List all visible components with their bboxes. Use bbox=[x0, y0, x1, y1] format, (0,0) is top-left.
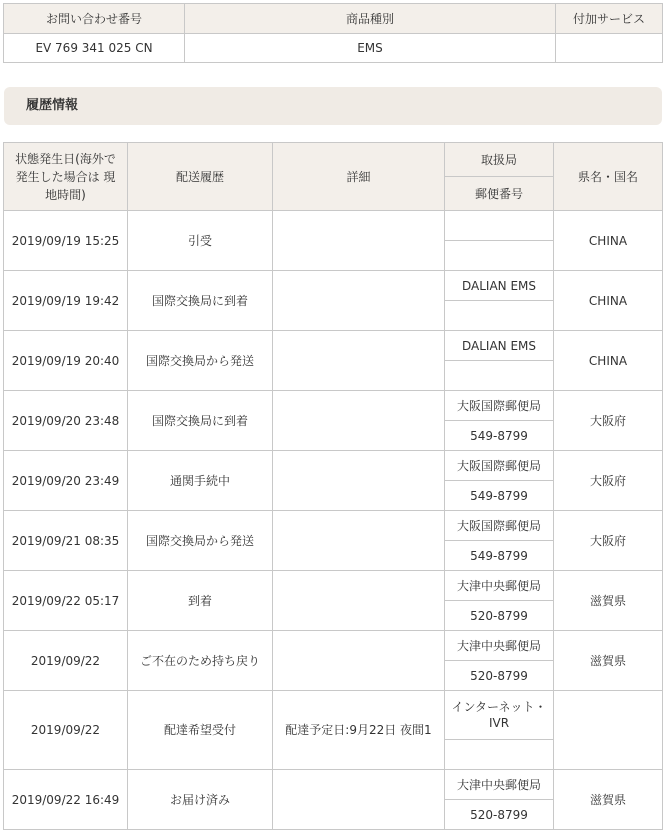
row-status: 配達希望受付 bbox=[128, 691, 273, 770]
header-region: 県名・国名 bbox=[554, 143, 663, 211]
row-status: 国際交換局に到着 bbox=[128, 271, 273, 331]
row-region: 大阪府 bbox=[554, 451, 663, 511]
row-date: 2019/09/19 20:40 bbox=[4, 331, 128, 391]
row-status: 国際交換局から発送 bbox=[128, 511, 273, 571]
history-body bbox=[4, 211, 663, 830]
tracking-number: EV 769 341 025 CN bbox=[4, 34, 185, 63]
row-postal bbox=[445, 241, 554, 271]
table-row bbox=[4, 691, 663, 740]
table-row bbox=[4, 451, 663, 481]
row-region: 大阪府 bbox=[554, 511, 663, 571]
row-date: 2019/09/22 bbox=[4, 691, 128, 770]
row-detail bbox=[273, 571, 445, 631]
header-additional-service: 付加サービス bbox=[556, 4, 663, 34]
row-office: 大津中央郵便局 bbox=[445, 571, 554, 601]
table-row bbox=[4, 770, 663, 800]
row-postal bbox=[445, 301, 554, 331]
header-date: 状態発生日(海外で発生した場合は 現地時間) bbox=[4, 143, 128, 211]
header-item-type: 商品種別 bbox=[185, 4, 556, 34]
row-date: 2019/09/20 23:48 bbox=[4, 391, 128, 451]
table-row bbox=[4, 331, 663, 361]
row-office bbox=[445, 211, 554, 241]
row-postal bbox=[445, 361, 554, 391]
row-detail bbox=[273, 391, 445, 451]
row-detail: 配達予定日:9月22日 夜間1 bbox=[273, 691, 445, 770]
row-postal: 520-8799 bbox=[445, 800, 554, 830]
row-region: CHINA bbox=[554, 331, 663, 391]
row-postal: 520-8799 bbox=[445, 661, 554, 691]
row-office: 大阪国際郵便局 bbox=[445, 451, 554, 481]
row-status: ご不在のため持ち戻り bbox=[128, 631, 273, 691]
row-detail bbox=[273, 511, 445, 571]
row-status: 到着 bbox=[128, 571, 273, 631]
row-region: CHINA bbox=[554, 271, 663, 331]
summary-row bbox=[4, 34, 663, 63]
row-region bbox=[554, 691, 663, 770]
row-office: DALIAN EMS bbox=[445, 331, 554, 361]
row-office: 大阪国際郵便局 bbox=[445, 391, 554, 421]
item-type: EMS bbox=[185, 34, 556, 63]
history-table bbox=[3, 142, 663, 830]
table-row bbox=[4, 571, 663, 601]
header-detail: 詳細 bbox=[273, 143, 445, 211]
history-header-row bbox=[4, 143, 663, 177]
row-detail bbox=[273, 331, 445, 391]
row-date: 2019/09/21 08:35 bbox=[4, 511, 128, 571]
row-date: 2019/09/19 15:25 bbox=[4, 211, 128, 271]
row-office: DALIAN EMS bbox=[445, 271, 554, 301]
table-row bbox=[4, 511, 663, 541]
row-date: 2019/09/20 23:49 bbox=[4, 451, 128, 511]
row-region: 大阪府 bbox=[554, 391, 663, 451]
row-office: 大阪国際郵便局 bbox=[445, 511, 554, 541]
row-office: 大津中央郵便局 bbox=[445, 631, 554, 661]
header-status: 配送履歴 bbox=[128, 143, 273, 211]
row-detail bbox=[273, 451, 445, 511]
header-tracking-number: お問い合わせ番号 bbox=[4, 4, 185, 34]
row-region: 滋賀県 bbox=[554, 571, 663, 631]
header-office: 取扱局 bbox=[445, 143, 554, 177]
row-postal bbox=[445, 740, 554, 770]
row-date: 2019/09/22 05:17 bbox=[4, 571, 128, 631]
row-status: 国際交換局から発送 bbox=[128, 331, 273, 391]
row-status: お届け済み bbox=[128, 770, 273, 830]
row-date: 2019/09/22 16:49 bbox=[4, 770, 128, 830]
row-status: 通関手続中 bbox=[128, 451, 273, 511]
summary-header-row bbox=[4, 4, 663, 34]
row-postal: 549-8799 bbox=[445, 481, 554, 511]
table-row bbox=[4, 631, 663, 661]
row-office: 大津中央郵便局 bbox=[445, 770, 554, 800]
row-postal: 549-8799 bbox=[445, 421, 554, 451]
row-postal: 520-8799 bbox=[445, 601, 554, 631]
row-date: 2019/09/22 bbox=[4, 631, 128, 691]
row-status: 国際交換局に到着 bbox=[128, 391, 273, 451]
summary-table bbox=[3, 3, 663, 63]
table-row bbox=[4, 391, 663, 421]
header-postal: 郵便番号 bbox=[445, 177, 554, 211]
table-row bbox=[4, 271, 663, 301]
row-region: CHINA bbox=[554, 211, 663, 271]
row-region: 滋賀県 bbox=[554, 631, 663, 691]
row-detail bbox=[273, 271, 445, 331]
row-postal: 549-8799 bbox=[445, 541, 554, 571]
row-detail bbox=[273, 770, 445, 830]
row-detail bbox=[273, 631, 445, 691]
history-section-title: 履歴情報 bbox=[4, 87, 662, 125]
row-detail bbox=[273, 211, 445, 271]
row-date: 2019/09/19 19:42 bbox=[4, 271, 128, 331]
row-status: 引受 bbox=[128, 211, 273, 271]
row-office: インターネット・IVR bbox=[445, 691, 554, 740]
table-row bbox=[4, 211, 663, 241]
additional-service bbox=[556, 34, 663, 63]
row-region: 滋賀県 bbox=[554, 770, 663, 830]
